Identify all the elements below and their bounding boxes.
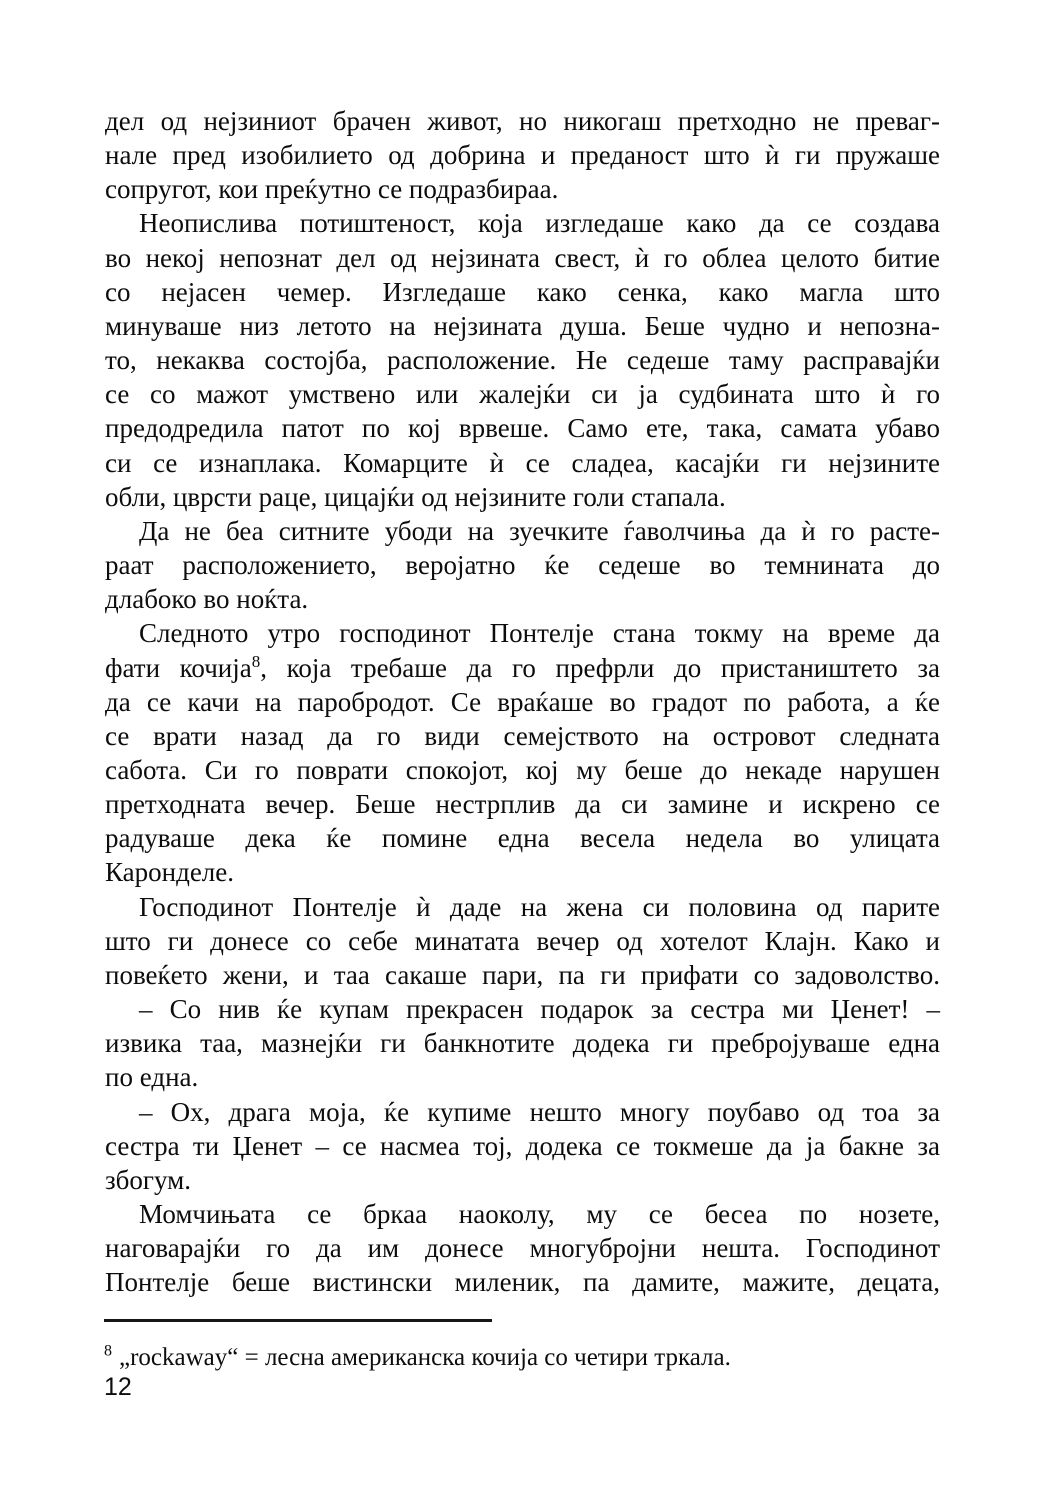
paragraph <box>105 1095 940 1197</box>
text-line: претходната вечер. Беше нестрплив да си замине и искрено се <box>105 789 940 820</box>
text-line: Момчињата се бркаа наоколу, му се бесеа по нозете, <box>139 1199 940 1229</box>
footnote-text: „rockaway“ = лесна американска кочија со четири тркала. <box>119 1344 731 1371</box>
text-line: се со мажот умствено или жалејќи си ја судбината што ѝ го <box>105 379 940 410</box>
text-line: Господинот Понтелје ѝ даде на жена си половина од парите <box>139 891 940 922</box>
text-line: минуваше низ летото на нејзината душа. Беше чудно и непозна- <box>105 310 940 341</box>
text-line: предодредила патот по кој врвеше. Само ете, така, самата убаво <box>105 413 940 444</box>
page-number: 12 <box>104 1373 132 1401</box>
text-line: што ги донесе со себе минатата вечер од хотелот Клајн. Како и <box>105 925 940 956</box>
paragraph <box>105 890 940 992</box>
text-line: – Ох, драга моја, ќе купиме нешто многу поубаво од тоа за <box>139 1096 940 1127</box>
text-line: Каронделе. <box>105 857 235 888</box>
text-line: сестра ти Џенет – се насмеа тој, додека се токмеше да ја бакне за <box>105 1130 940 1161</box>
text-line: сабота. Си го поврати спокојот, кој му беше до некаде нарушен <box>105 754 940 785</box>
text-line: Следното утро господинот Понтелје стана токму на време да <box>139 618 940 649</box>
text-line: Неопислива потиштеност, која изгледаше како да се создава <box>139 208 940 239</box>
text-line: со нејасен чемер. Изгледаше како сенка, како магла што <box>105 276 940 307</box>
footnote-marker: 8 <box>104 1342 112 1360</box>
paragraph <box>105 992 940 1094</box>
text-line: – Со нив ќе купам прекрасен подарок за сестра ми Џенет! – <box>139 994 940 1025</box>
footnote-separator <box>104 1319 492 1322</box>
text-line: фати кочија$^8$, која требаше да го префрли до пристаништето за <box>105 651 940 683</box>
text-line: си се изнаплака. Комарците ѝ се сладеа, касајќи ги нејзините <box>105 447 940 478</box>
paragraph <box>105 206 940 513</box>
paragraph <box>105 104 940 206</box>
text-line: збогум. <box>105 1164 191 1195</box>
body-text <box>105 104 940 1299</box>
text-line: повеќето жени, и таа сакаше пари, па ги прифати со задоволство. <box>105 959 940 990</box>
text-line: по една. <box>105 1062 199 1093</box>
paragraph <box>105 514 940 616</box>
text-line: радуваше дека ќе помине една весела недела во улицата <box>105 823 940 854</box>
text-line: да се качи на паробродот. Се враќаше во градот по работа, а ќе <box>105 686 940 717</box>
text-line: извика таа, мазнејќи ги банкнотите додека ги пребројуваше една <box>105 1028 940 1059</box>
text-line: нале пред изобилието од добрина и преданост што ѝ ги пружаше <box>105 140 940 171</box>
text-line: наговарајќи го да им донесе многубројни нешта. Господинот <box>105 1233 940 1264</box>
text-line: обли, цврсти раце, цицајќи од нејзините голи стапала. <box>105 481 726 512</box>
text-line: длабоко во ноќта. <box>105 584 309 615</box>
text-line: раат расположението, веројатно ќе седеше во темнината до <box>105 550 940 581</box>
text-line: то, некаква состојба, расположение. Не седеше таму расправајќи <box>105 345 940 376</box>
text-line: во некој непознат дел од нејзината свест, ѝ го облеа целото битие <box>105 242 940 273</box>
text-line: Да не беа ситните убоди на зуечките ѓаволчиња да ѝ го расте- <box>139 515 940 546</box>
text-line: сопругот, кои преќутно се подразбираа. <box>105 174 559 205</box>
paragraph <box>105 616 940 889</box>
paragraph <box>105 1197 940 1299</box>
footnote-reference-marker: 8 <box>251 651 261 671</box>
text-line: Понтелје беше вистински миленик, па дамите, мажите, децата, <box>105 1267 940 1298</box>
footnote <box>104 1342 939 1373</box>
text-line: се врати назад да го види семејството на островот следната <box>105 720 940 751</box>
text-line: дел од нејзиниот брачен живот, но никогаш претходно не преваг- <box>105 106 940 136</box>
